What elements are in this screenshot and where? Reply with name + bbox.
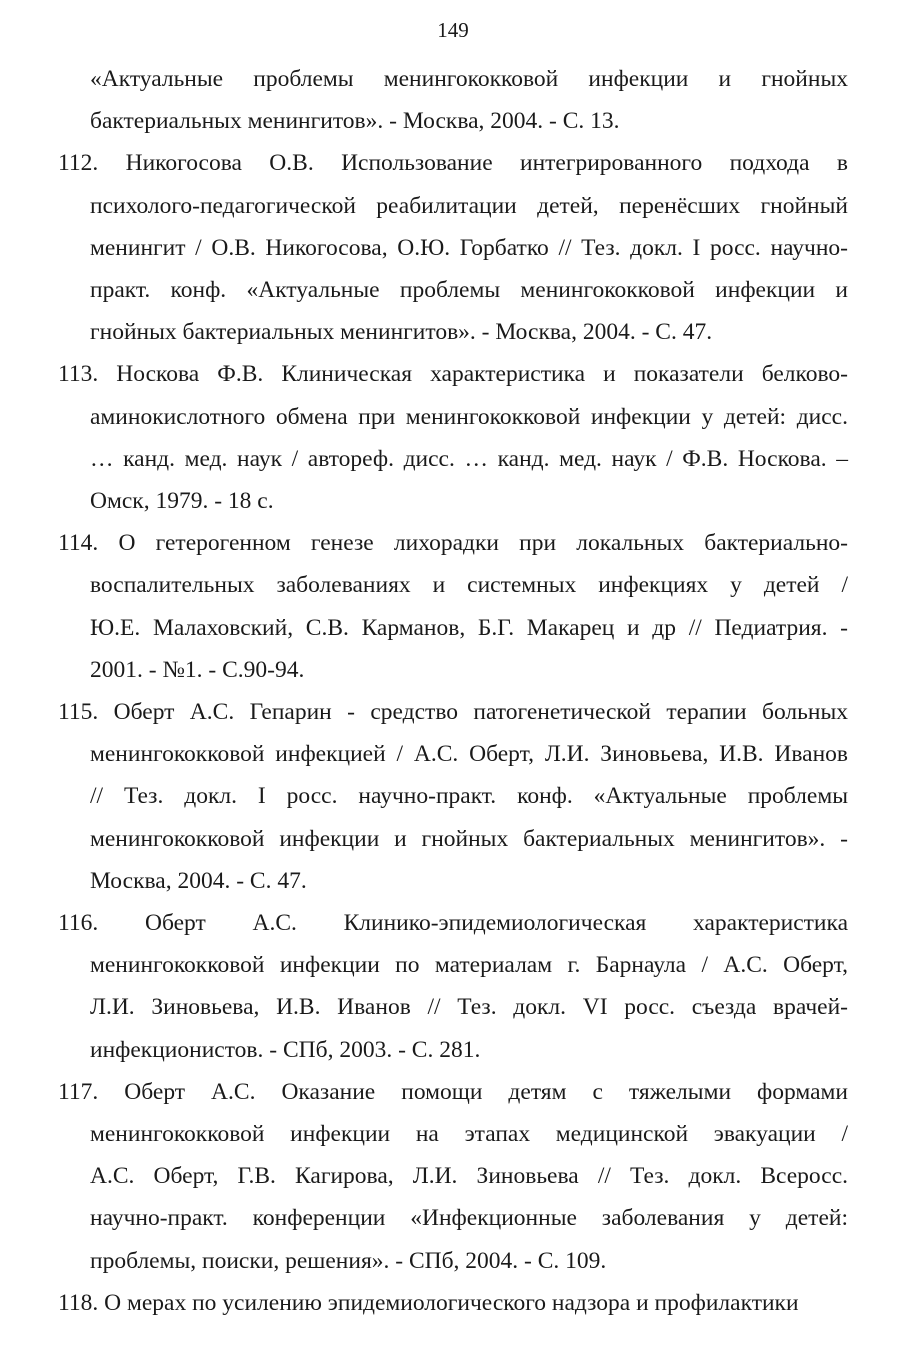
- reference-line: Ю.Е. Малаховский, С.В. Карманов, Б.Г. Макарец и др // Педиатрия. -: [90, 614, 848, 641]
- reference-line: «Актуальные проблемы менингококковой инфекции и гнойных: [90, 66, 848, 92]
- reference-line: // Тез. докл. I росс. научно-практ. конф. «Актуальные проблемы: [90, 783, 848, 810]
- reference-line: Омск, 1979. - 18 с.: [90, 488, 274, 514]
- reference-line: 113. Носкова Ф.В. Клиническая характеристика и показатели белково-: [58, 361, 848, 388]
- reference-line: практ. конф. «Актуальные проблемы менингококковой инфекции и: [90, 277, 848, 303]
- reference-line: 115. Оберт А.С. Гепарин - средство патогенетической терапии больных: [58, 699, 848, 725]
- reference-line: 118. О мерах по усилению эпидемиологического надзора и профилактики: [58, 1289, 799, 1316]
- reference-line: гнойных бактериальных менингитов». - Москва, 2004. - С. 47.: [90, 319, 713, 346]
- reference-line: … канд. мед. наук / автореф. дисс. … канд. мед. наук / Ф.В. Носкова. –: [90, 445, 848, 472]
- reference-line: 112. Никогосова О.В. Использование интегрированного подхода в: [58, 150, 848, 177]
- reference-line: 2001. - №1. - С.90-94.: [90, 656, 305, 683]
- reference-line: менингит / О.В. Никогосова, О.Ю. Горбатко // Тез. докл. I росс. научно-: [90, 234, 848, 261]
- reference-line: инфекционистов. - СПб, 2003. - С. 281.: [90, 1036, 481, 1063]
- reference-line: аминокислотного обмена при менингококковой инфекции у детей: дисс.: [90, 403, 848, 430]
- reference-line: 114. О гетерогенном генезе лихорадки при локальных бактериально-: [58, 530, 848, 557]
- reference-line: бактериальных менингитов». - Москва, 2004. - С. 13.: [90, 108, 620, 135]
- reference-line: менингококковой инфекции и гнойных бактериальных менингитов». -: [90, 825, 848, 852]
- page-number: 149: [437, 18, 469, 42]
- reference-line: 117. Оберт А.С. Оказание помощи детям с тяжелыми формами: [58, 1078, 848, 1105]
- reference-line: 116. Оберт А.С. Клинико-эпидемиологическая характеристика: [58, 910, 848, 936]
- reference-line: Л.И. Зиновьева, И.В. Иванов // Тез. докл. VI росс. съезда врачей-: [90, 994, 848, 1021]
- reference-line: психолого-педагогической реабилитации детей, перенёсших гнойный: [90, 192, 848, 219]
- reference-line: А.С. Оберт, Г.В. Кагирова, Л.И. Зиновьева // Тез. докл. Всеросс.: [90, 1163, 848, 1190]
- reference-line: воспалительных заболеваниях и системных инфекциях у детей /: [90, 572, 848, 599]
- reference-line: Москва, 2004. - С. 47.: [90, 867, 307, 894]
- reference-line: менингококковой инфекции по материалам г. Барнаула / А.С. Оберт,: [90, 952, 848, 979]
- reference-line: проблемы, поиски, решения». - СПб, 2004. - С. 109.: [90, 1247, 607, 1274]
- reference-line: менингококковой инфекцией / А.С. Оберт, Л.И. Зиновьева, И.В. Иванов: [90, 741, 848, 768]
- reference-line: научно-практ. конференции «Инфекционные заболевания у детей:: [90, 1205, 848, 1232]
- reference-line: менингококковой инфекции на этапах медицинской эвакуации /: [90, 1121, 848, 1147]
